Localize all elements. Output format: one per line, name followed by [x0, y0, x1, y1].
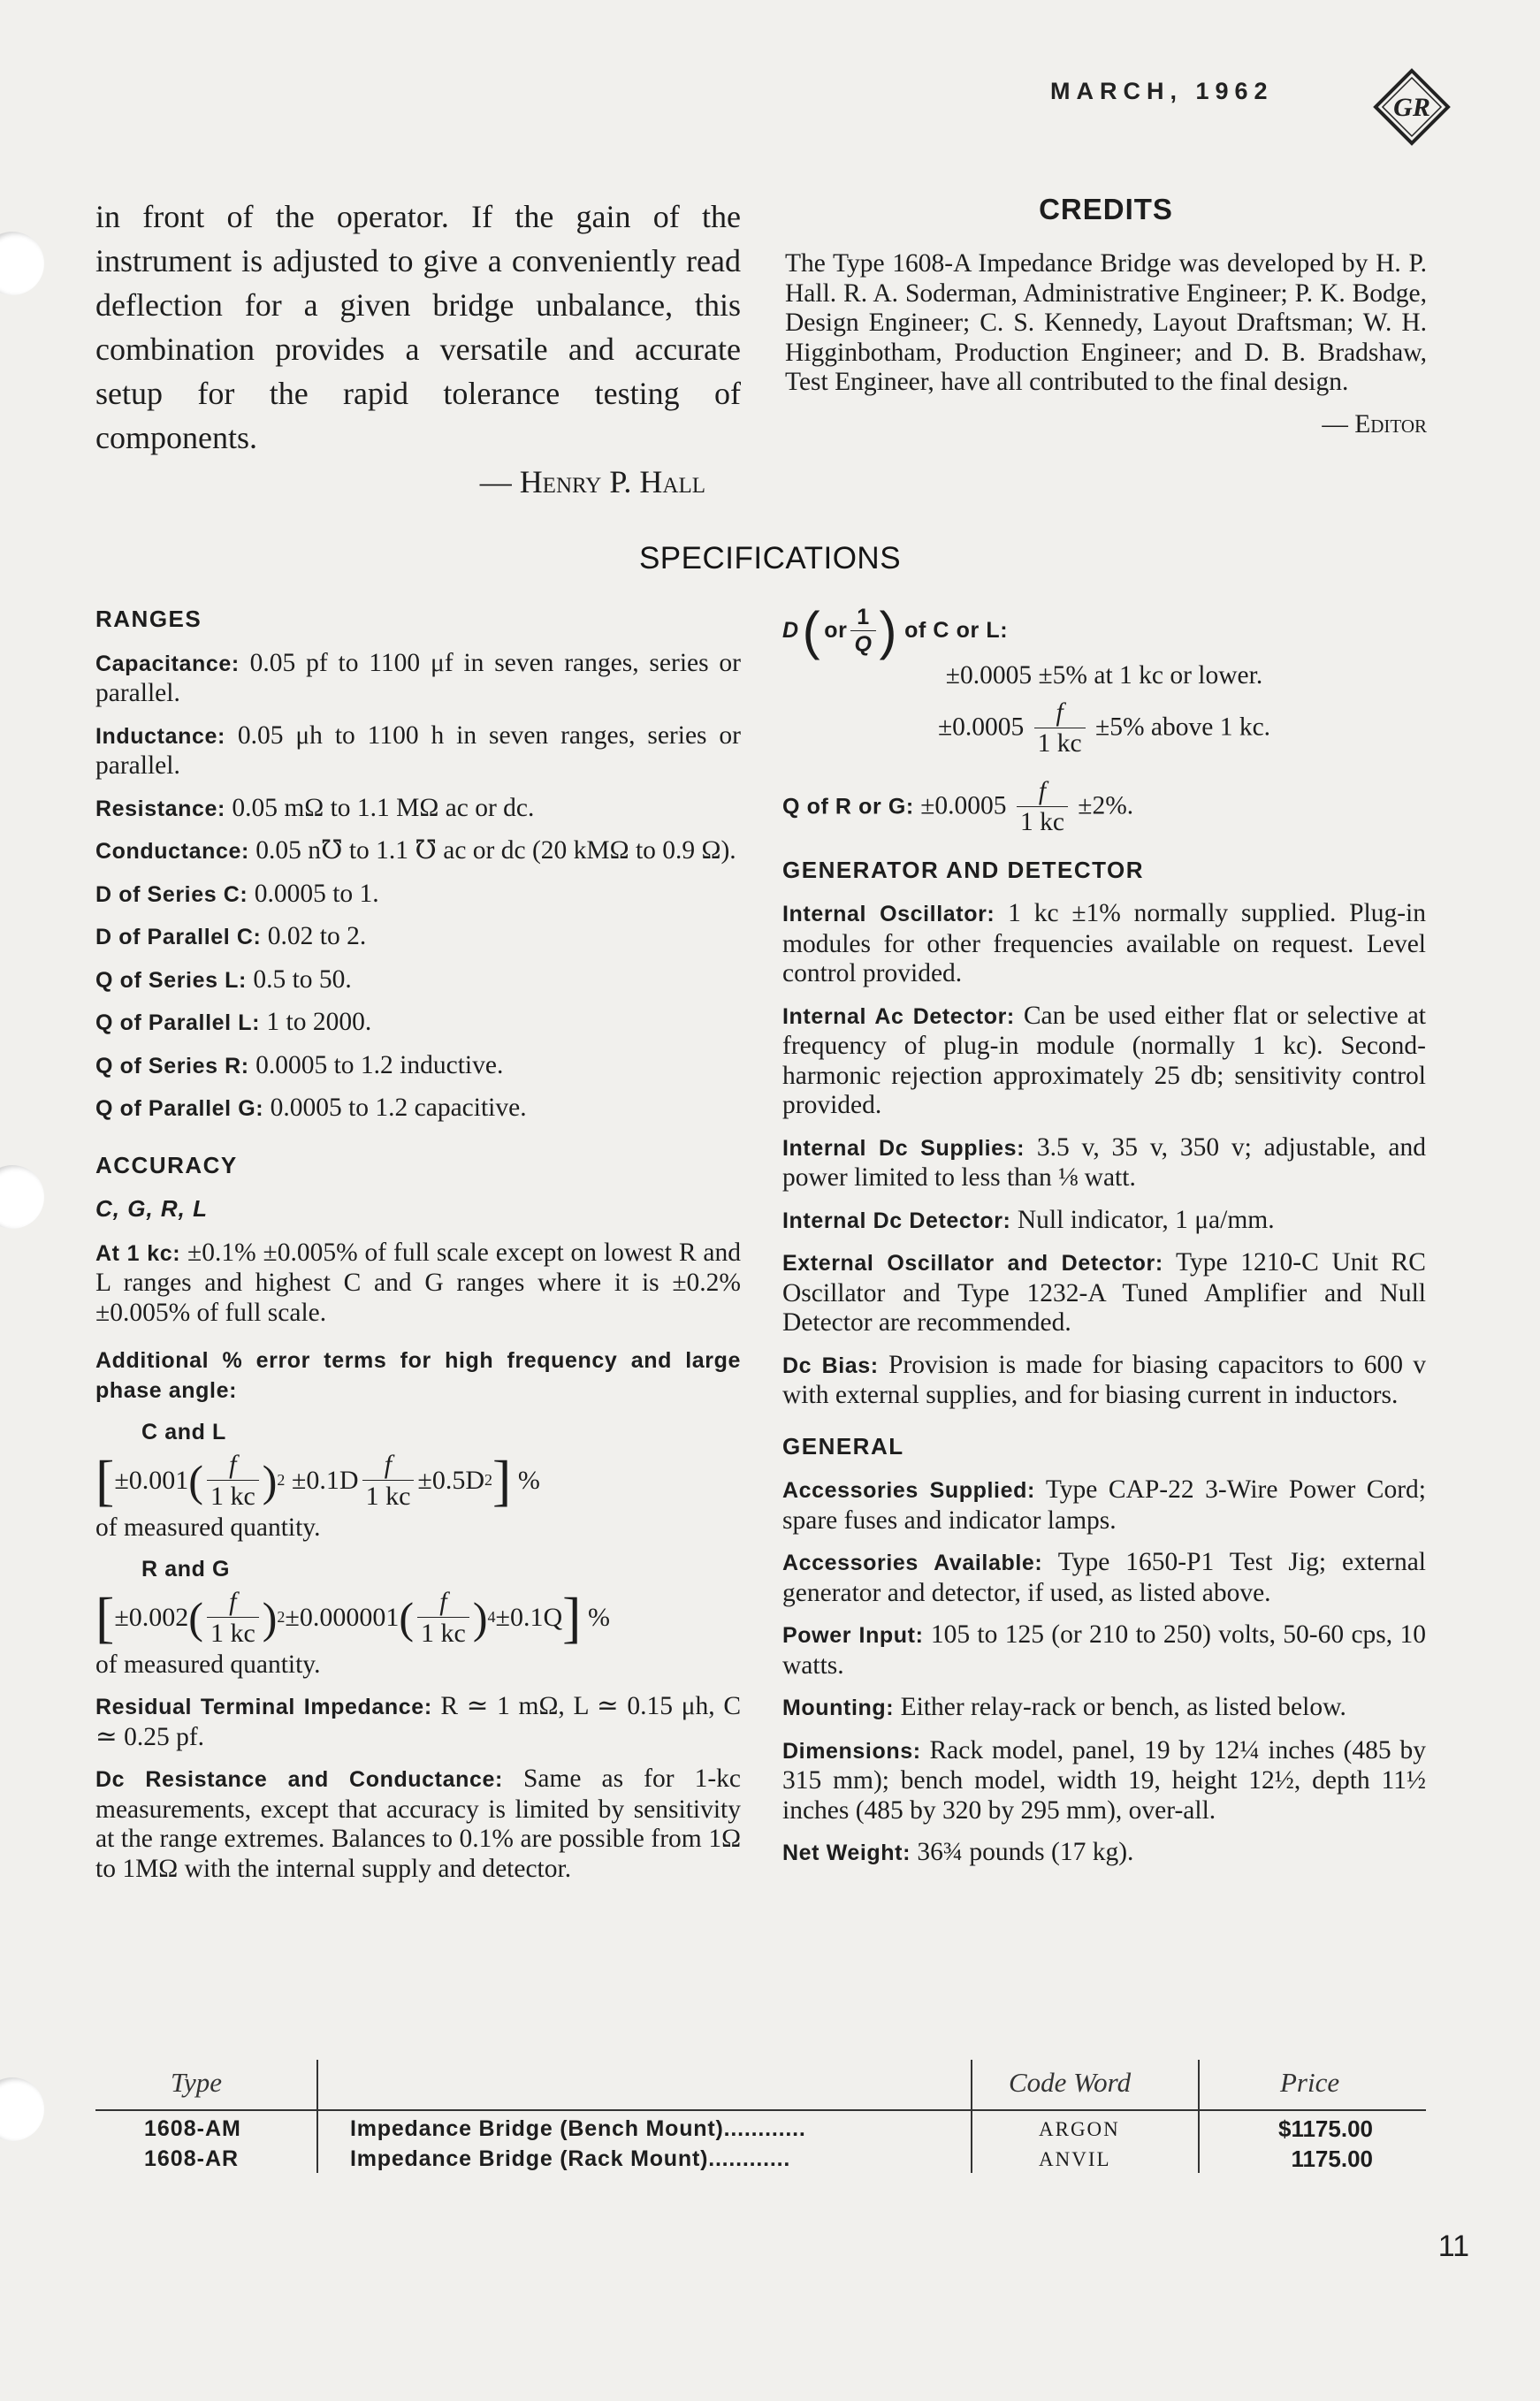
general-item-label: Dimensions: — [782, 1738, 921, 1764]
rg-term-c: ±0.1Q — [495, 1602, 563, 1632]
general-item — [782, 1620, 1426, 1681]
q-of-r-or-g: Q of R or G: ±0.0005 $\frac{f}{1 kc}$ ±2%. — [782, 776, 1134, 836]
general-item — [782, 1736, 1426, 1826]
general-item-text: 105 to 125 (or 210 to 250) volts, 50-60 cps, 10 watts. — [782, 1620, 1426, 1680]
range-item-text: 0.05 μh to 1100 h in seven ranges, series or parallel. — [95, 720, 741, 780]
range-item-text: 0.0005 to 1. — [248, 879, 379, 908]
range-item — [95, 880, 741, 911]
cl-formula: [ ±0.001 ( $\frac{f}{1 kc}$ ) 2 ±0.1D $\frac{f}{1 kc}$ ±0.5D 2 ] % — [95, 1448, 540, 1512]
binder-hole-middle — [0, 1165, 44, 1229]
header-type: Type — [171, 2067, 222, 2098]
ranges-heading: RANGES — [95, 606, 202, 632]
dq-label-d: D — [782, 618, 799, 644]
general-heading: GENERAL — [782, 1432, 904, 1460]
rg-measured: of measured quantity. — [95, 1650, 321, 1679]
range-item-text: 0.5 to 50. — [246, 964, 352, 994]
generator-item-text: Type 1210-C Unit RC Oscillator and Type 1232-A Tuned Amplifier and Null Detector are recommended. — [782, 1248, 1426, 1337]
rg-formula: [ ±0.002 ( $\frac{f}{1 kc}$ ) 2 ±0.000001 ( $\frac{f}{1 kc}$ ) 4 ±0.1Q ] % — [95, 1585, 610, 1649]
row-2-code-word: ANVIL — [1039, 2148, 1111, 2170]
dq-label-tail: of C or L: — [904, 618, 1009, 644]
range-item — [95, 794, 741, 825]
dc-resistance-text: Same as for 1-kc measurements, except that accuracy is limited by sensitivity at the range extremes. Balances to 0.1% are possible from 1Ω to 1MΩ with the internal supply and detector. — [95, 1765, 741, 1883]
accuracy-1kc-label: At 1 kc: — [95, 1240, 181, 1266]
dq-line-2: ±0.0005 $\frac{f}{1 kc}$ ±5% above 1 kc. — [937, 697, 1271, 758]
dc-resistance — [95, 1765, 741, 1884]
generator-item-label: Internal Oscillator: — [782, 902, 995, 926]
dq-label-or: or — [824, 618, 848, 644]
general-item — [782, 1475, 1426, 1536]
range-item-text: 1 to 2000. — [260, 1008, 372, 1036]
general-item-label: Power Input: — [782, 1623, 924, 1648]
credits-text: The Type 1608-A Impedance Bridge was developed by H. P. Hall. R. A. Soderman, Administrative Engineer; P. K. Bodge, Design Engineer; C. S. Kennedy, Layout Draftsman; W. H. Higginbotham, Production Engineer; and D. B. Bradshaw, Test Engineer, have all contributed to the final design. — [785, 249, 1427, 396]
residual-impedance — [95, 1692, 741, 1752]
range-item-text: 0.05 pf to 1100 μf in seven ranges, series or parallel. — [95, 648, 741, 707]
accuracy-1kc-text: ±0.1% ±0.005% of full scale except on lowest R and L ranges and highest C and G ranges where it is ±0.2% ±0.005% of full scale. — [95, 1238, 741, 1327]
issue-date: MARCH, 1962 — [1050, 78, 1274, 104]
binder-hole-top — [0, 232, 44, 295]
range-item-text: 0.02 to 2. — [261, 922, 367, 950]
range-item-label: Q of Parallel G: — [95, 1096, 264, 1121]
general-item-text: Either relay-rack or bench, as listed below. — [894, 1693, 1346, 1721]
row-1-code-word: ARGON — [1039, 2118, 1120, 2140]
range-item — [95, 1051, 741, 1082]
spec-left-column — [95, 605, 741, 1896]
general-item — [782, 1548, 1426, 1608]
generator-item — [782, 1248, 1426, 1338]
generator-item-label: Internal Ac Detector: — [782, 1003, 1015, 1029]
cl-term-b: ±0.1D — [291, 1465, 359, 1495]
range-item — [95, 1094, 741, 1124]
general-item-label: Net Weight: — [782, 1841, 911, 1865]
svg-text:GR: GR — [1393, 93, 1430, 122]
cl-fraction-1: $\frac{f}{1 kc}$ — [207, 1452, 259, 1510]
generator-item — [782, 1133, 1426, 1193]
generator-item — [782, 1351, 1426, 1411]
range-item-text: 0.05 mΩ to 1.1 MΩ ac or dc. — [225, 793, 535, 822]
cl-term-a: ±0.001 — [114, 1465, 189, 1495]
credits-section — [785, 249, 1427, 439]
row-2-type: 1608-AR — [144, 2146, 240, 2171]
residual-text: R ≃ 1 mΩ, L ≃ 0.15 μh, C ≃ 0.25 pf. — [95, 1692, 741, 1751]
range-item — [95, 649, 741, 709]
gr-logo-icon — [1372, 67, 1452, 147]
accuracy-subheading: C, G, R, L — [95, 1195, 208, 1222]
range-item-label: D of Parallel C: — [95, 925, 262, 949]
range-item-text: 0.0005 to 1.2 capacitive. — [263, 1094, 527, 1122]
header-code-word: Code Word — [1009, 2067, 1132, 2098]
rg-term-b: ±0.000001 — [285, 1602, 400, 1632]
cl-measured: of measured quantity. — [95, 1513, 321, 1542]
generator-detector-heading: GENERATOR AND DETECTOR — [782, 856, 1145, 883]
range-item — [95, 965, 741, 996]
range-item-label: Q of Series R: — [95, 1053, 249, 1079]
generator-item-label: Dc Bias: — [782, 1353, 879, 1378]
range-item-text: 0.05 n℧ to 1.1 ℧ ac or dc (20 kMΩ to 0.9 Ω). — [248, 836, 736, 865]
cl-percent: % — [517, 1465, 540, 1495]
row-2-price: 1175.00 — [1291, 2146, 1373, 2172]
accuracy-1kc — [95, 1239, 741, 1329]
spec-right-column — [782, 601, 1427, 1881]
range-item-label: Resistance: — [95, 796, 225, 821]
row-1-description: Impedance Bridge (Bench Mount)............ — [350, 2116, 806, 2141]
generator-item-text: 1 kc ±1% normally supplied. Plug-in modules for other frequencies available on request. Level control provided. — [782, 899, 1427, 987]
generator-item-text: Provision is made for biasing capacitors to 600 v with external supplies, and for biasing current in inductors. — [782, 1350, 1427, 1409]
intro-text: in front of the operator. If the gain of the instrument is adjusted to give a conveniently read deflection for a given bridge unbalance, this combination provides a versatile and accurate setup for the rapid tolerance testing of components. — [95, 199, 741, 455]
qrg-label: Q of R or G: — [782, 793, 914, 819]
general-item — [782, 1693, 1426, 1724]
specifications-title: SPECIFICATIONS — [638, 541, 902, 575]
general-item-label: Accessories Supplied: — [782, 1478, 1035, 1503]
generator-item-text: Can be used either flat or selective at frequency of plug-in module (normally 1 kc). Second-harmonic rejection approximately 25 db; sensitivity control provided. — [782, 1001, 1426, 1119]
cl-fraction-2: $\frac{f}{1 kc}$ — [362, 1452, 415, 1510]
dq-heading: D ( or $\frac{1}{Q}$ ) of C or L: — [782, 601, 1009, 660]
credits-signature: — Editor — [1322, 409, 1427, 438]
general-list — [782, 1475, 1426, 1869]
dq-line-1: ±0.0005 ±5% at 1 kc or lower. — [945, 661, 1263, 690]
generator-item-label: Internal Dc Detector: — [782, 1208, 1011, 1233]
general-item — [782, 1838, 1426, 1869]
cl-term-c: ±0.5D — [417, 1465, 485, 1495]
dc-resistance-label: Dc Resistance and Conductance: — [95, 1767, 503, 1792]
general-item-label: Accessories Available: — [782, 1551, 1043, 1575]
binder-hole-bottom — [0, 2077, 44, 2141]
range-item — [95, 922, 741, 953]
range-item-label: D of Series C: — [95, 881, 248, 907]
range-item — [95, 721, 741, 781]
rg-fraction-1: $\frac{f}{1 kc}$ — [207, 1589, 259, 1647]
qrg-fraction: $\frac{f}{1 kc}$ — [1017, 779, 1068, 836]
accuracy-heading: ACCURACY — [95, 1151, 238, 1178]
rg-formula-title: R and G — [141, 1557, 231, 1582]
general-item-text: Type CAP-22 3-Wire Power Cord; spare fuses and indicator lamps. — [782, 1475, 1426, 1535]
intro-paragraph — [95, 194, 741, 504]
rg-term-a: ±0.002 — [114, 1602, 189, 1632]
generator-item-label: Internal Dc Supplies: — [782, 1135, 1025, 1161]
range-item — [95, 1008, 741, 1039]
residual-label: Residual Terminal Impedance: — [95, 1695, 432, 1719]
row-1-type: 1608-AM — [144, 2116, 241, 2141]
additional-error-terms: Additional % error terms for high frequency and large phase angle: — [95, 1348, 741, 1403]
range-item-label: Conductance: — [95, 839, 249, 864]
header-price: Price — [1280, 2067, 1340, 2098]
range-item-label: Q of Parallel L: — [95, 1010, 261, 1035]
dq-line-2-fraction: $\frac{f}{1 kc}$ — [1034, 700, 1086, 758]
generator-detector-list — [782, 899, 1426, 1411]
generator-item — [782, 1002, 1426, 1121]
generator-item-text: 3.5 v, 35 v, 350 v; adjustable, and power limited to less than ⅛ watt. — [782, 1132, 1426, 1192]
credits-title: CREDITS — [1039, 193, 1173, 225]
general-item-label: Mounting: — [782, 1696, 895, 1720]
generator-item-text: Null indicator, 1 μa/mm. — [1010, 1205, 1275, 1234]
range-item-label: Capacitance: — [95, 651, 240, 676]
generator-item — [782, 1206, 1426, 1237]
generator-item — [782, 899, 1426, 989]
rg-percent: % — [587, 1602, 610, 1632]
page-number: 11 — [1437, 2230, 1469, 2263]
general-item-text: Rack model, panel, 19 by 12¼ inches (485 by 315 mm); bench model, width 19, height 12½, depth 11½ inches (485 by 320 by 295 mm), over-all. — [782, 1735, 1426, 1825]
row-1-price: $1175.00 — [1277, 2115, 1373, 2142]
generator-item-label: External Oscillator and Detector: — [782, 1251, 1163, 1276]
ranges-list — [95, 649, 741, 1124]
cl-formula-title: C and L — [141, 1420, 226, 1444]
rg-fraction-2: $\frac{f}{1 kc}$ — [417, 1589, 469, 1647]
row-2-description: Impedance Bridge (Rack Mount)............ — [350, 2146, 791, 2171]
range-item-label: Inductance: — [95, 723, 225, 749]
dq-fraction: $\frac{1}{Q}$ — [850, 606, 875, 656]
general-item-text: 36¾ pounds (17 kg). — [911, 1838, 1134, 1866]
range-item — [95, 836, 741, 867]
range-item-label: Q of Series L: — [95, 967, 247, 993]
range-item-text: 0.0005 to 1.2 inductive. — [248, 1050, 504, 1079]
intro-signature: — Henry P. Hall — [479, 464, 705, 499]
general-item-text: Type 1650-P1 Test Jig; external generator and detector, if used, as listed above. — [782, 1548, 1426, 1607]
